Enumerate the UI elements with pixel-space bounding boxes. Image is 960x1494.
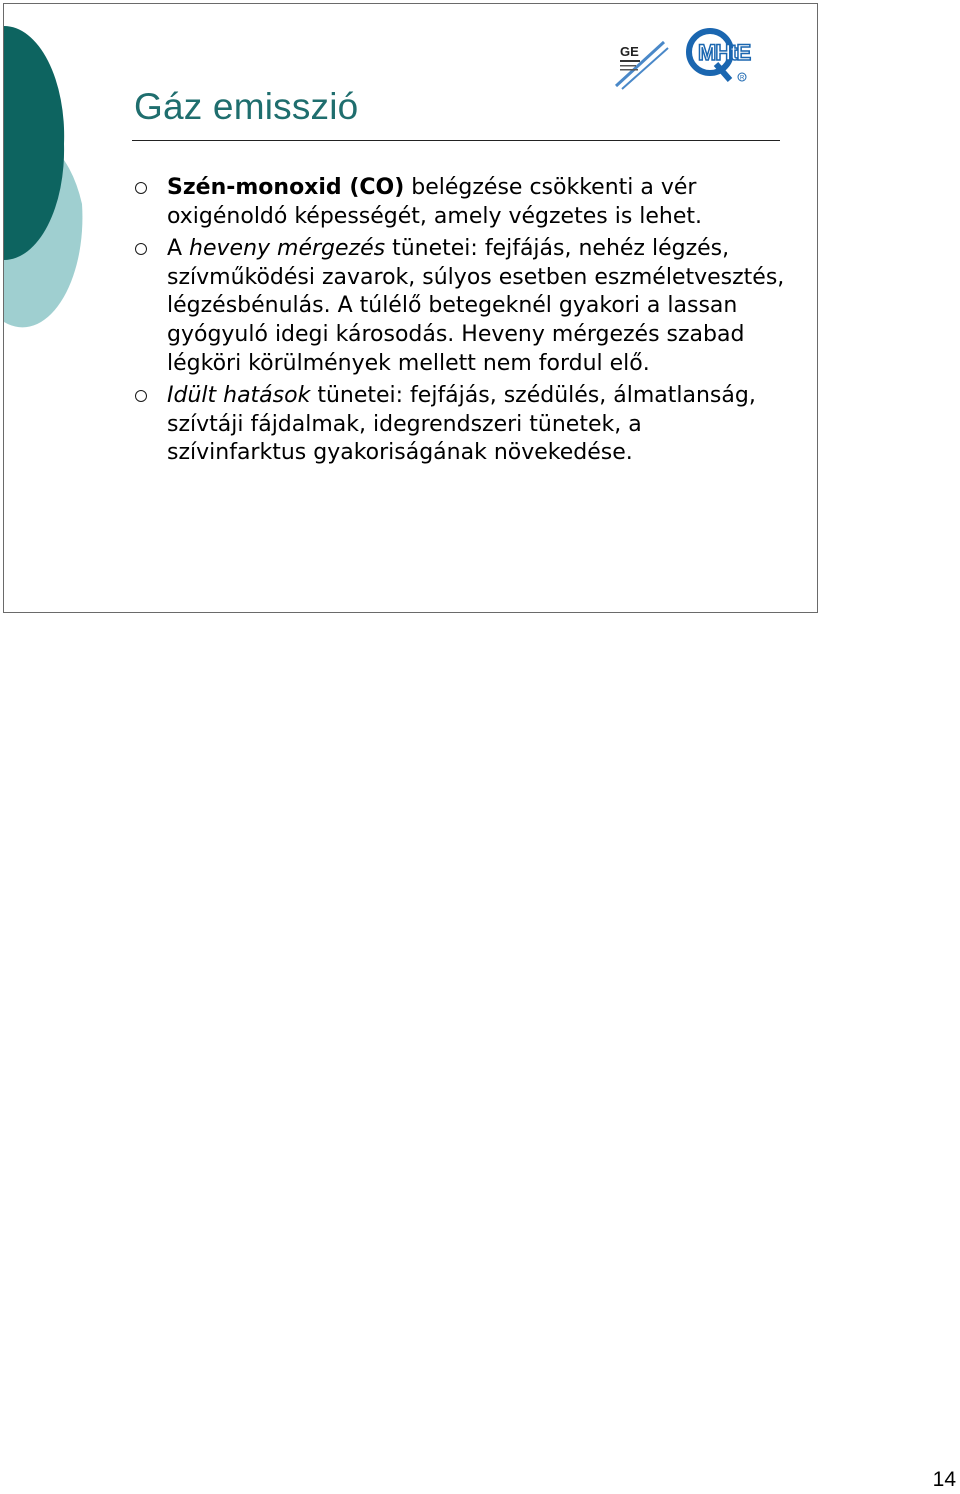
- circle-bullet-icon: [135, 390, 147, 402]
- bullet-text: A: [167, 236, 190, 262]
- slide-title: Gáz emisszió: [134, 86, 359, 127]
- circle-bullet-icon: [135, 182, 147, 194]
- bullet-text: tünetei: fejfájás, szédülés, álmatlanság, szívtáji fájdalmak, idegrendszeri tünetek, a szívinfarktus gyakoriságának növekedése.: [167, 383, 756, 466]
- slide-corner-decoration: [4, 4, 94, 334]
- page-number: 14: [932, 1468, 956, 1491]
- bullet-text: Szén-monoxid (CO): [167, 175, 405, 200]
- mhte-logo: [686, 26, 778, 86]
- ge-logo: [610, 34, 670, 92]
- bullet-text: belégzése csökkenti a vér oxigénoldó képességét, amely végzetes is lehet.: [167, 175, 703, 229]
- ge-logo-text: GE: [620, 44, 639, 59]
- bullet-text: Idült hatások: [167, 383, 311, 409]
- bullet-item: [135, 382, 785, 468]
- bullet-list: [135, 174, 785, 472]
- slide: [3, 3, 818, 613]
- title-divider: [132, 140, 780, 141]
- svg-text:R: R: [740, 75, 745, 82]
- circle-bullet-icon: [135, 243, 147, 255]
- bullet-item: [135, 235, 785, 378]
- bullet-text: heveny mérgezés: [189, 236, 386, 262]
- bullet-text: tünetei: fejfájás, nehéz légzés, szívműködési zavarok, súlyos esetben eszméletvesztés, légzésbénulás. A túlélő betegeknél gyakori a lassan gyógyuló idegi károsodás. Heveny mérgezés szabad légköri körülmények mellett nem fordul elő.: [167, 236, 785, 376]
- mhte-logo-text: MHtE: [698, 40, 751, 65]
- bullet-item: [135, 174, 785, 231]
